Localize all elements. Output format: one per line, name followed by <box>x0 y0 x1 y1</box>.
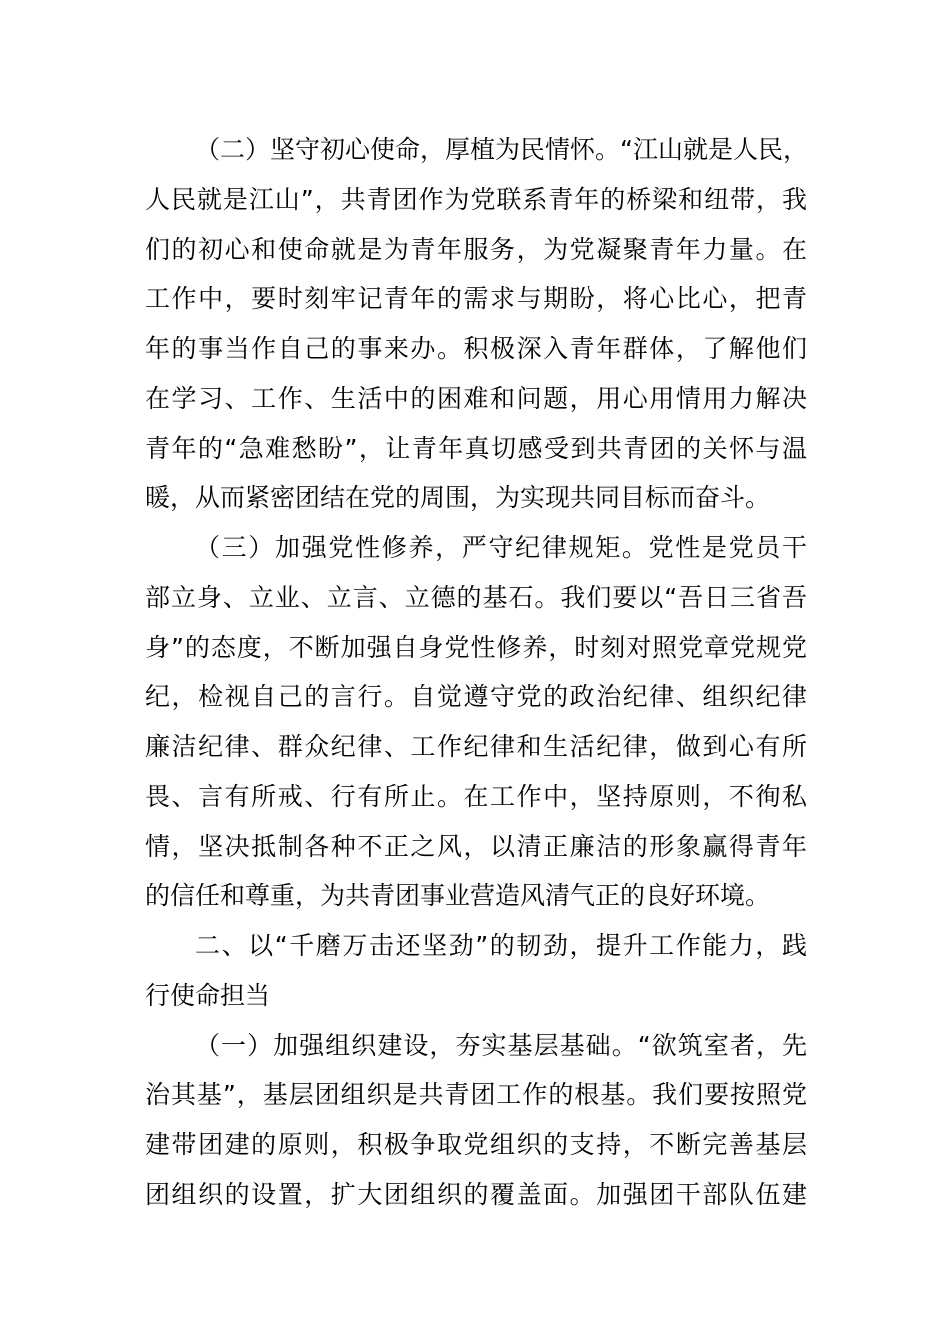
text-line: 廉洁纪律、群众纪律、工作纪律和生活纪律，做到心有所 <box>145 732 807 761</box>
text-line: 们的初心和使命就是为青年服务，为党凝聚青年力量。在 <box>145 234 807 264</box>
text-line: 部立身、立业、立言、立德的基石。我们要以“吾日三省吾 <box>145 582 807 612</box>
text-line: 纪，检视自己的言行。自觉遵守党的政治纪律、组织纪律 <box>145 682 807 712</box>
section-2-heading-line: 行使命担当 <box>145 980 271 1010</box>
text-line: 暖，从而紧密团结在党的周围，为实现共同目标而奋斗。 <box>145 483 771 513</box>
text-line: 在学习、工作、生活中的困难和问题，用心用情用力解决 <box>145 383 807 413</box>
text-line: 治其基”，基层团组织是共青团工作的根基。我们要按照党 <box>145 1080 807 1110</box>
text-line: 年的事当作自己的事来办。积极深入青年群体，了解他们 <box>145 334 807 363</box>
document-page <box>145 125 807 1220</box>
subsection-1-heading-line: （一）加强组织建设，夯实基层基础。“欲筑室者，先 <box>195 1030 807 1060</box>
paragraph-2-heading-line: （二）坚守初心使命，厚植为民情怀。“江山就是人民， <box>195 135 808 164</box>
text-line: 情，坚决抵制各种不正之风，以清正廉洁的形象赢得青年 <box>145 831 807 861</box>
text-line: 人民就是江山”，共青团作为党联系青年的桥梁和纽带，我 <box>145 184 807 214</box>
text-line: 青年的“急难愁盼”，让青年真切感受到共青团的关怀与温 <box>145 433 807 463</box>
text-line: 建带团建的原则，积极争取党组织的支持，不断完善基层 <box>145 1130 807 1159</box>
text-line: 身”的态度，不断加强自身党性修养，时刻对照党章党规党 <box>145 632 807 662</box>
text-line: 的信任和尊重，为共青团事业营造风清气正的良好环境。 <box>145 881 771 911</box>
text-line: 团组织的设置，扩大团组织的覆盖面。加强团干部队伍建 <box>145 1179 807 1209</box>
text-line: 工作中，要时刻牢记青年的需求与期盼，将心比心，把青 <box>145 284 807 314</box>
paragraph-3-heading-line: （三）加强党性修养，严守纪律规矩。党性是党员干 <box>195 533 807 562</box>
text-line: 畏、言有所戒、行有所止。在工作中，坚持原则，不徇私 <box>145 781 807 811</box>
section-2-heading-line: 二、以“千磨万击还坚劲”的韧劲，提升工作能力，践 <box>195 931 807 960</box>
